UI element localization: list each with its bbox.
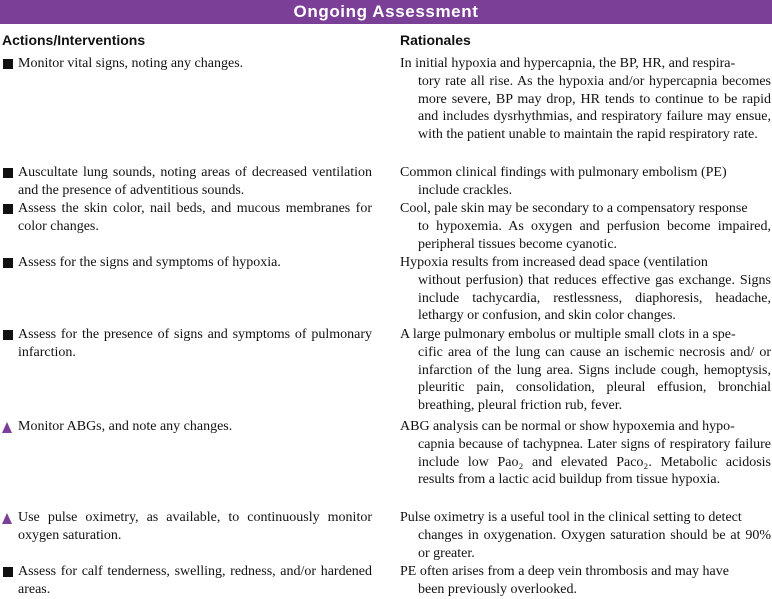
action-cell xyxy=(2,200,372,236)
rationale-text-rest: changes in oxygenation. Oxygen saturation should be at 90% or greater. xyxy=(418,527,771,561)
rationale-cell xyxy=(400,200,771,253)
rationale-text-rest: tory rate all rise. As the hypoxia and/or hypercapnia becomes more severe, BP may drop, HR tends to continue to be rapid and includes dysrhythmias, and respiratory failure may ensue, with the patient unable to maintain the rapid respiratory rate. xyxy=(418,73,771,143)
rationales-column-header: Rationales xyxy=(400,32,471,48)
rationale-text-first: Pulse oximetry is a useful tool in the clinical setting to detect xyxy=(400,510,742,525)
rationale-cell xyxy=(400,254,771,325)
action-text: Auscultate lung sounds, noting areas of decreased ventilation and the presence of adventitious sounds. xyxy=(18,165,372,198)
action-cell xyxy=(2,164,372,200)
action-text: Monitor vital signs, noting any changes. xyxy=(18,56,244,71)
section-banner xyxy=(0,0,772,24)
actions-column-header: Actions/Interventions xyxy=(2,32,146,48)
action-text: Monitor ABGs, and note any changes. xyxy=(18,419,233,434)
rationale-text-first: ABG analysis can be normal or show hypoxemia and hypo- xyxy=(400,419,735,434)
rationale-text-first: Hypoxia results from increased dead space (ventilation xyxy=(400,255,708,270)
rationale-text-rest: without perfusion) that reduces effective gas exchange. Signs include tachycardia, restlessness, diaphoresis, headache, lethargy or confusion, and skin color changes. xyxy=(418,272,771,324)
action-text: Assess for the presence of signs and symptoms of pulmonary infarction. xyxy=(18,327,372,360)
rationale-cell xyxy=(400,509,771,562)
action-cell xyxy=(2,563,372,599)
section-title: Ongoing Assessment xyxy=(293,2,479,21)
rationale-cell xyxy=(400,563,771,599)
action-cell xyxy=(2,509,372,545)
rationale-text-rest: capnia because of tachypnea. Later signs of respiratory failure include low Pao₂ and elevated Paco₂. Metabolic acidosis results from a lactic acid buildup from tissue hypoxia. xyxy=(418,436,771,488)
rationale-text-first: A large pulmonary embolus or multiple small clots in a spe- xyxy=(400,327,736,342)
rationale-text-rest: include crackles. xyxy=(418,182,513,198)
rationale-text-first: In initial hypoxia and hypercapnia, the BP, HR, and respira- xyxy=(400,56,736,71)
rationale-text-first: Cool, pale skin may be secondary to a compensatory response xyxy=(400,201,748,216)
rationale-cell xyxy=(400,55,771,144)
action-text: Use pulse oximetry, as available, to continuously monitor oxygen saturation. xyxy=(18,510,372,543)
action-text: Assess for calf tenderness, swelling, redness, and/or hardened areas. xyxy=(18,564,372,597)
rationale-text-first: Common clinical findings with pulmonary embolism (PE) xyxy=(400,165,727,180)
action-text: Assess for the signs and symptoms of hypoxia. xyxy=(18,255,281,270)
action-text: Assess the skin color, nail beds, and mucous membranes for color changes. xyxy=(18,201,372,234)
rationale-text-first: PE often arises from a deep vein thrombosis and may have xyxy=(400,564,729,579)
action-cell xyxy=(2,326,372,362)
rationale-cell xyxy=(400,326,771,415)
rationale-text-rest: cific area of the lung can cause an ischemic necrosis and/ or infarction of the lung area. Signs include cough, hemoptysis, pleuritic pain, consolidation, pleural effusion, bronchial breathing, pleural friction rub, fever. xyxy=(418,344,771,414)
rationale-cell xyxy=(400,418,771,489)
rationale-text-rest: been previously overlooked. xyxy=(418,581,578,597)
rationale-cell xyxy=(400,164,771,200)
rationale-text-rest: to hypoxemia. As oxygen and perfusion become impaired, peripheral tissues become cyanotic. xyxy=(418,218,771,252)
action-cell xyxy=(2,254,372,272)
action-cell xyxy=(2,418,372,436)
action-cell xyxy=(2,55,372,73)
